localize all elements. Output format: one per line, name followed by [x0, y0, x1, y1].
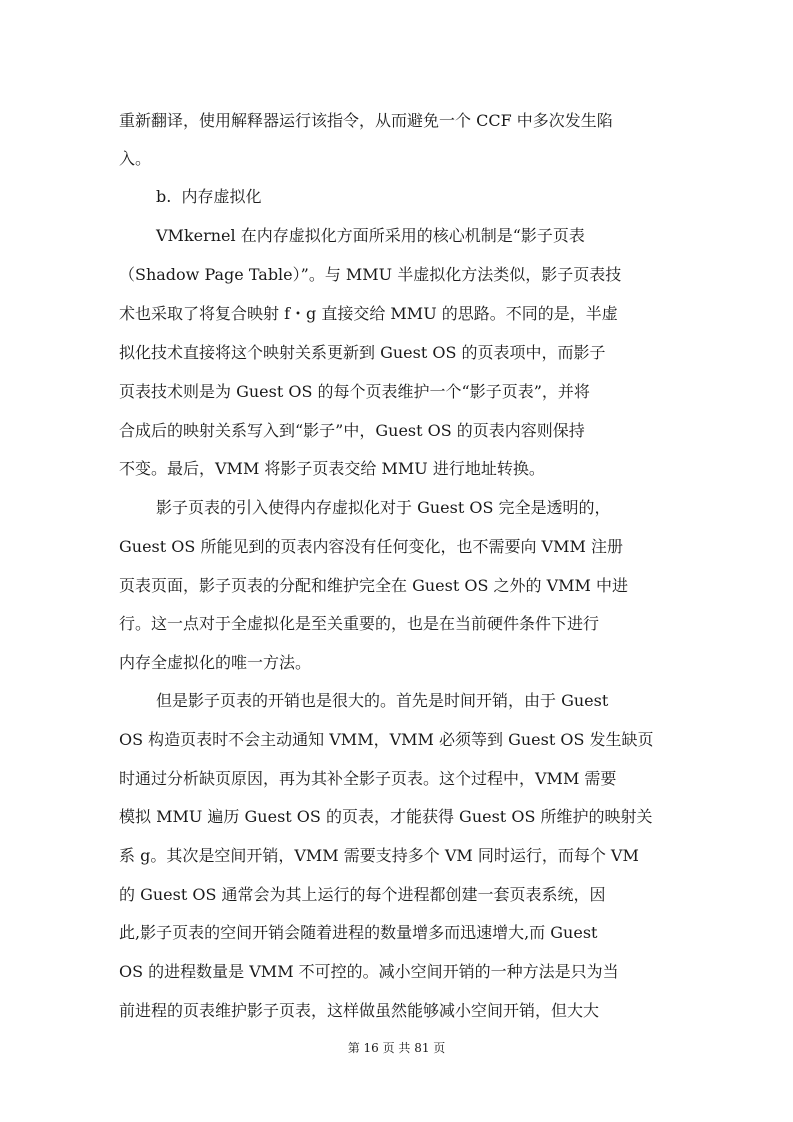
- text-line: 页表技术则是为 Guest OS 的每个页表维护一个“影子页表”，并将: [119, 382, 590, 401]
- text-line: 的 Guest OS 通常会为其上运行的每个进程都创建一套页表系统，因: [119, 885, 606, 904]
- text-line: OS 构造页表时不会主动通知 VMM，VMM 必须等到 Guest OS 发生缺页: [119, 730, 654, 749]
- text-line: 此,影子页表的空间开销会随着进程的数量增多而迅速增大,而 Guest: [119, 923, 598, 942]
- text-line: 系 g。其次是空间开销，VMM 需要支持多个 VM 同时运行，而每个 VM: [119, 846, 639, 865]
- text-line: Guest OS 所能见到的页表内容没有任何变化，也不需要向 VMM 注册: [119, 537, 623, 556]
- text-line: VMkernel 在内存虚拟化方面所采用的核心机制是“影子页表: [156, 226, 585, 245]
- text-line: 但是影子页表的开销也是很大的。首先是时间开销，由于 Guest: [156, 691, 609, 710]
- text-line: 不变。最后，VMM 将影子页表交给 MMU 进行地址转换。: [119, 459, 545, 478]
- section-heading: b. 内存虚拟化: [156, 187, 262, 206]
- text-line: 内存全虚拟化的唯一方法。: [119, 653, 312, 672]
- text-line: 页表页面，影子页表的分配和维护完全在 Guest OS 之外的 VMM 中进: [119, 576, 629, 595]
- text-line: 时通过分析缺页原因，再为其补全影子页表。这个过程中，VMM 需要: [119, 769, 617, 788]
- text-line: 模拟 MMU 遍历 Guest OS 的页表，才能获得 Guest OS 所维护的映射关: [119, 807, 653, 826]
- text-line: 影子页表的引入使得内存虚拟化对于 Guest OS 完全是透明的，: [156, 498, 611, 517]
- text-line: 行。这一点对于全虚拟化是至关重要的，也是在当前硬件条件下进行: [119, 614, 600, 633]
- text-line: 重新翻译，使用解释器运行该指令，从而避免一个 CCF 中多次发生陷: [119, 111, 613, 130]
- text-line: OS 的进程数量是 VMM 不可控的。减小空间开销的一种方法是只为当: [119, 962, 619, 981]
- text-line: 合成后的映射关系写入到“影子”中，Guest OS 的页表内容则保持: [119, 421, 585, 440]
- page-number-footer: 第 16 页 共 81 页: [347, 1041, 446, 1055]
- text-line: 前进程的页表维护影子页表，这样做虽然能够减小空间开销，但大大: [119, 1001, 600, 1020]
- text-line: （Shadow Page Table）”。与 MMU 半虚拟化方法类似，影子页表技: [119, 265, 622, 284]
- text-line: 术也采取了将复合映射 f・g 直接交给 MMU 的思路。不同的是，半虚: [119, 304, 618, 323]
- text-line: 拟化技术直接将这个映射关系更新到 Guest OS 的页表项中，而影子: [119, 343, 606, 362]
- text-line: 入。: [119, 149, 152, 168]
